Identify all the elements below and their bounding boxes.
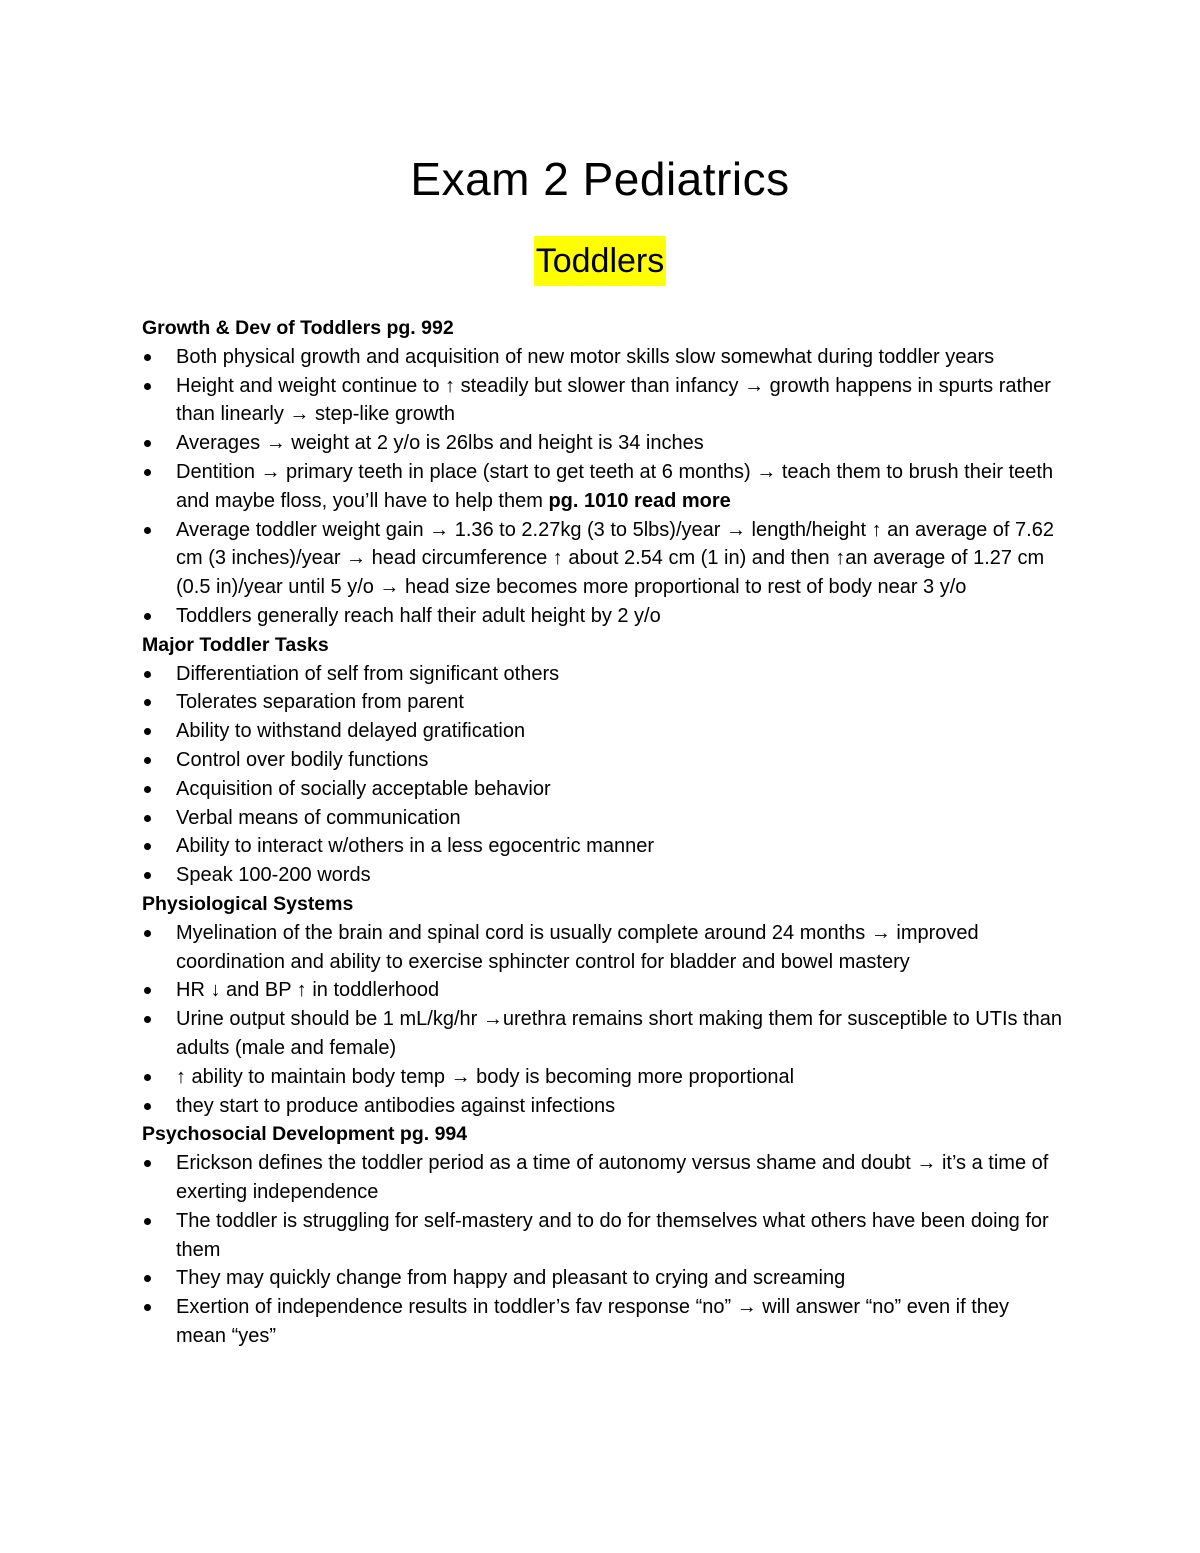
section-heading: Physiological Systems: [142, 892, 354, 915]
bullet-item: [142, 775, 1062, 804]
bullet-text: Both physical growth and acquisition of new motor skills slow somewhat during toddler years: [176, 345, 995, 368]
bullet-item: [142, 343, 1062, 372]
bullet-text: Erickson defines the toddler period as a time of autonomy versus shame and doubt → it’s a time of exerting independence: [176, 1152, 1049, 1203]
bullet-text: Dentition → primary teeth in place (start to get teeth at 6 months) → teach them to brush their teeth and maybe floss, you’ll have to help them: [176, 460, 1054, 512]
bullet-icon: [144, 987, 151, 994]
bullet-icon: [144, 1016, 151, 1023]
section-heading: Growth & Dev of Toddlers pg. 992: [142, 317, 454, 339]
bullet-text: Myelination of the brain and spinal cord is usually complete around 24 months → improved coordination and ability to exercise sphincter control for bladder and bowel mastery: [176, 921, 979, 973]
bullet-icon: [144, 1074, 151, 1081]
bullet-item: [142, 1149, 1062, 1207]
bullet-item: [142, 1092, 1062, 1121]
bullet-item: [142, 602, 1062, 631]
bullet-text: Ability to withstand delayed gratification: [176, 720, 526, 743]
bullet-text: HR ↓ and BP ↑ in toddlerhood: [176, 979, 440, 1002]
bullet-icon: [144, 1218, 151, 1225]
bullet-item: [142, 717, 1062, 746]
bullet-icon: [144, 469, 151, 476]
bold-page-reference: pg. 1010 read more: [548, 489, 731, 512]
bullet-text: they start to produce antibodies against infections: [176, 1094, 616, 1117]
bullet-text: Toddlers generally reach half their adult height by 2 y/o: [176, 604, 661, 627]
bullet-item: [142, 1207, 1062, 1265]
bullet-icon: [144, 440, 151, 447]
bullet-item: [142, 660, 1062, 689]
bullet-icon: [144, 354, 151, 361]
bullet-icon: [144, 671, 151, 678]
bullet-item: [142, 861, 1062, 890]
bullet-icon: [144, 786, 151, 793]
bullet-text: Differentiation of self from significant others: [176, 662, 560, 685]
bullet-item: [142, 1293, 1062, 1351]
bullet-icon: [144, 757, 151, 764]
bullet-text: Averages → weight at 2 y/o is 26lbs and height is 34 inches: [176, 432, 704, 455]
bullet-item: [142, 919, 1062, 977]
bullet-item: [142, 458, 1062, 516]
bullet-item: [142, 516, 1062, 602]
bullet-icon: [144, 843, 151, 850]
document-body: [142, 314, 1062, 1351]
bullet-text: Acquisition of socially acceptable behavior: [176, 777, 551, 800]
document-title: Exam 2 Pediatrics: [410, 153, 790, 205]
bullet-icon: [144, 383, 151, 390]
bullet-item: [142, 804, 1062, 833]
bullet-item: [142, 372, 1062, 430]
bullet-item: [142, 429, 1062, 458]
bullet-text: Tolerates separation from parent: [176, 691, 464, 714]
bullet-icon: [144, 930, 151, 937]
bullet-item: [142, 746, 1062, 775]
bullet-icon: [144, 1275, 151, 1282]
document-subtitle-highlighted: Toddlers: [534, 236, 667, 286]
bullet-text: Exertion of independence results in toddler’s fav response “no” → will answer “no” even if they mean “yes”: [176, 1296, 1010, 1347]
bullet-icon: [144, 815, 151, 822]
bullet-list: [142, 1149, 1062, 1351]
bullet-text: They may quickly change from happy and pleasant to crying and screaming: [176, 1267, 846, 1290]
bullet-text: Ability to interact w/others in a less egocentric manner: [176, 835, 654, 858]
bullet-item: [142, 1264, 1062, 1293]
bullet-icon: [144, 613, 151, 620]
bullet-icon: [144, 1160, 151, 1167]
bullet-text: Average toddler weight gain → 1.36 to 2.27kg (3 to 5lbs)/year → length/height ↑ an average of 7.62 cm (3 inches)/year → head circumference ↑ about 2.54 cm (1 in) and then ↑an average of 1.27 cm (0.5 in)/year until 5 y/o → head size becomes more proportional to rest of body near 3 y/o: [176, 518, 1054, 599]
bullet-item: [142, 976, 1062, 1005]
bullet-text: Speak 100-200 words: [176, 864, 371, 887]
bullet-item: [142, 688, 1062, 717]
bullet-item: [142, 1063, 1062, 1092]
bullet-list: [142, 919, 1062, 1121]
bullet-icon: [144, 1103, 151, 1110]
bullet-icon: [144, 728, 151, 735]
bullet-text: ↑ ability to maintain body temp → body is becoming more proportional: [176, 1065, 795, 1088]
bullet-item: [142, 832, 1062, 861]
bullet-text: Height and weight continue to ↑ steadily but slower than infancy → growth happens in spurts rather than linearly → step-like growth: [176, 374, 1051, 426]
bullet-list: [142, 660, 1062, 890]
bullet-icon: [144, 872, 151, 879]
bullet-text: Urine output should be 1 mL/kg/hr →urethra remains short making them for susceptible to UTIs than adults (male and female): [176, 1008, 1062, 1059]
bullet-list: [142, 343, 1062, 631]
bullet-icon: [144, 1304, 151, 1311]
bullet-item: [142, 1005, 1062, 1063]
bullet-text: The toddler is struggling for self-mastery and to do for themselves what others have been doing for them: [176, 1209, 1049, 1261]
bullet-icon: [144, 699, 151, 706]
bullet-text: Control over bodily functions: [176, 748, 429, 771]
section-heading: Major Toddler Tasks: [142, 633, 329, 656]
bullet-text: Verbal means of communication: [176, 806, 461, 829]
section-heading: Psychosocial Development pg. 994: [142, 1123, 468, 1146]
subtitle-wrapper: [0, 236, 1200, 286]
bullet-icon: [144, 527, 151, 534]
